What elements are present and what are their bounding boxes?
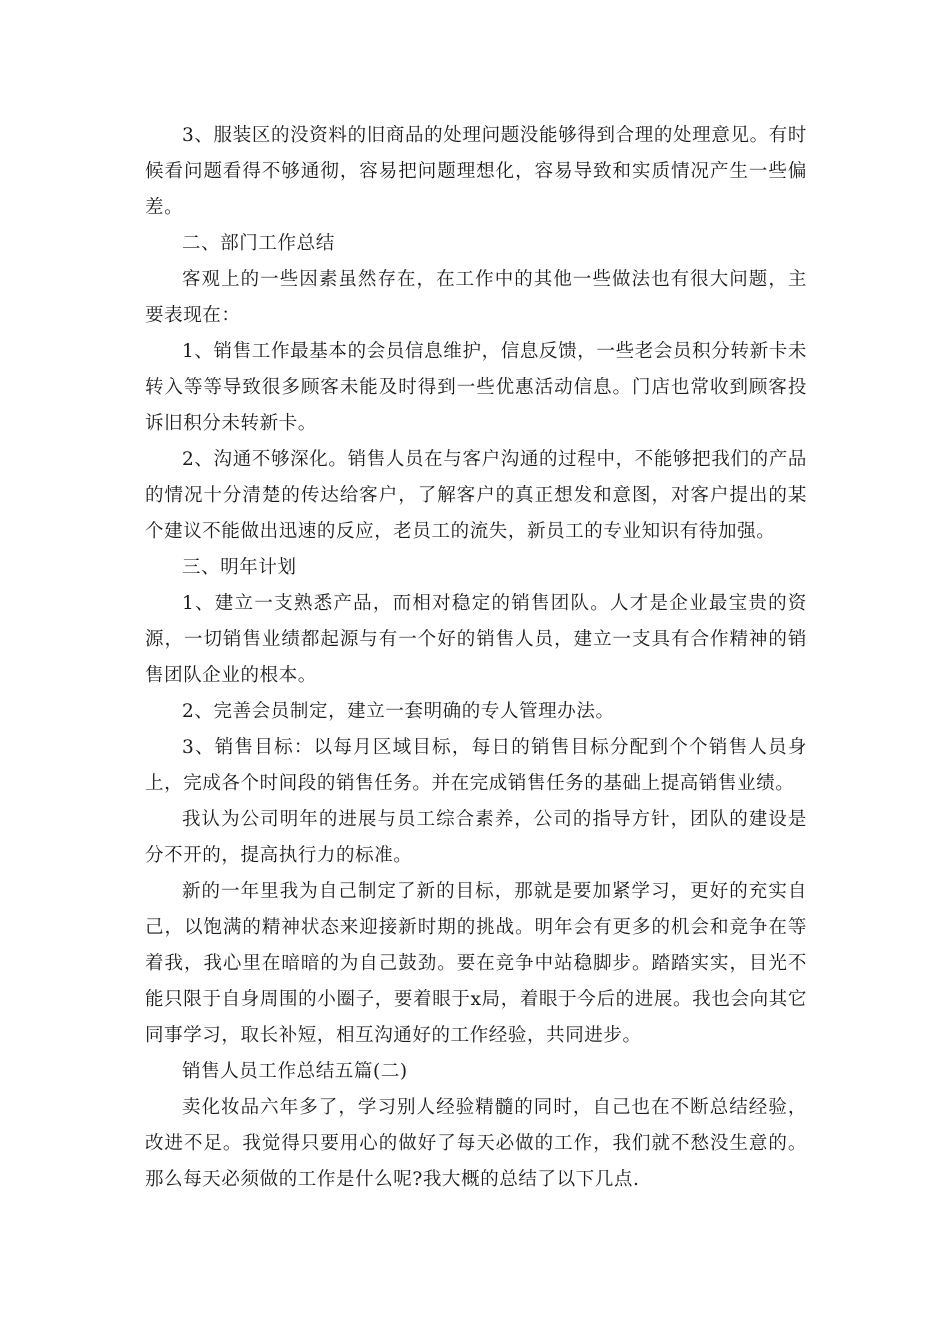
section-heading-part-two: 销售人员工作总结五篇(二) — [182, 1061, 408, 1082]
paragraph-plan-3: 3、销售目标：以每月区域目标，每日的销售目标分配到个个销售人员身上，完成各个时间段的销售任务。并在完成销售任务的基础上提高销售业绩。 — [145, 737, 807, 794]
paragraph-intro: 客观上的一些因素虽然存在，在工作中的其他一些做法也有很大问题，主要表现在： — [145, 269, 807, 326]
section-heading-next-year-plan: 三、明年计划 — [182, 557, 297, 578]
paragraph-issue-3: 3、服装区的没资料的旧商品的处理问题没能够得到合理的处理意见。有时候看问题看得不够通彻，容易把问题理想化，容易导致和实质情况产生一些偏差。 — [145, 125, 807, 218]
paragraph-plan-1: 1、建立一支熟悉产品，而相对稳定的销售团队。人才是企业最宝贵的资源，一切销售业绩都起源与有一个好的销售人员，建立一支具有合作精神的销售团队企业的根本。 — [145, 593, 807, 686]
paragraph-new-year-goals: 新的一年里我为自己制定了新的目标，那就是要加紧学习，更好的充实自己，以饱满的精神状态来迎接新时期的挑战。明年会有更多的机会和竞争在等着我，我心里在暗暗的为自己鼓劲。要在竞争中站稳脚步。踏踏实实，目光不能只限于自身周围的小圈子，要着眼于x局，着眼于今后的进展。我也会向其它同事学习，取长补短，相互沟通好的工作经验，共同进步。 — [145, 881, 807, 1046]
paragraph-point-1: 1、销售工作最基本的会员信息维护，信息反馈，一些老会员积分转新卡未转入等等导致很多顾客未能及时得到一些优惠活动信息。门店也常收到顾客投诉旧积分未转新卡。 — [145, 341, 807, 434]
document-body — [145, 118, 807, 1198]
paragraph-point-2: 2、沟通不够深化。销售人员在与客户沟通的过程中，不能够把我们的产品的情况十分清楚的传达给客户，了解客户的真正想发和意图，对客户提出的某个建议不能做出迅速的反应，老员工的流失，新员工的专业知识有待加强。 — [145, 449, 807, 542]
paragraph-cosmetics-intro: 卖化妆品六年多了，学习别人经验精髓的同时，自己也在不断总结经验，改进不足。我觉得只要用心的做好了每天必做的工作，我们就不愁没生意的。那么每天必须做的工作是什么呢?我大概的总结了以下几点. — [145, 1097, 807, 1190]
section-heading-department-summary: 二、部门工作总结 — [182, 233, 335, 254]
paragraph-plan-2: 2、完善会员制定，建立一套明确的专人管理办法。 — [182, 701, 615, 722]
paragraph-opinion: 我认为公司明年的进展与员工综合素养，公司的指导方针，团队的建设是分不开的，提高执行力的标准。 — [145, 809, 807, 866]
